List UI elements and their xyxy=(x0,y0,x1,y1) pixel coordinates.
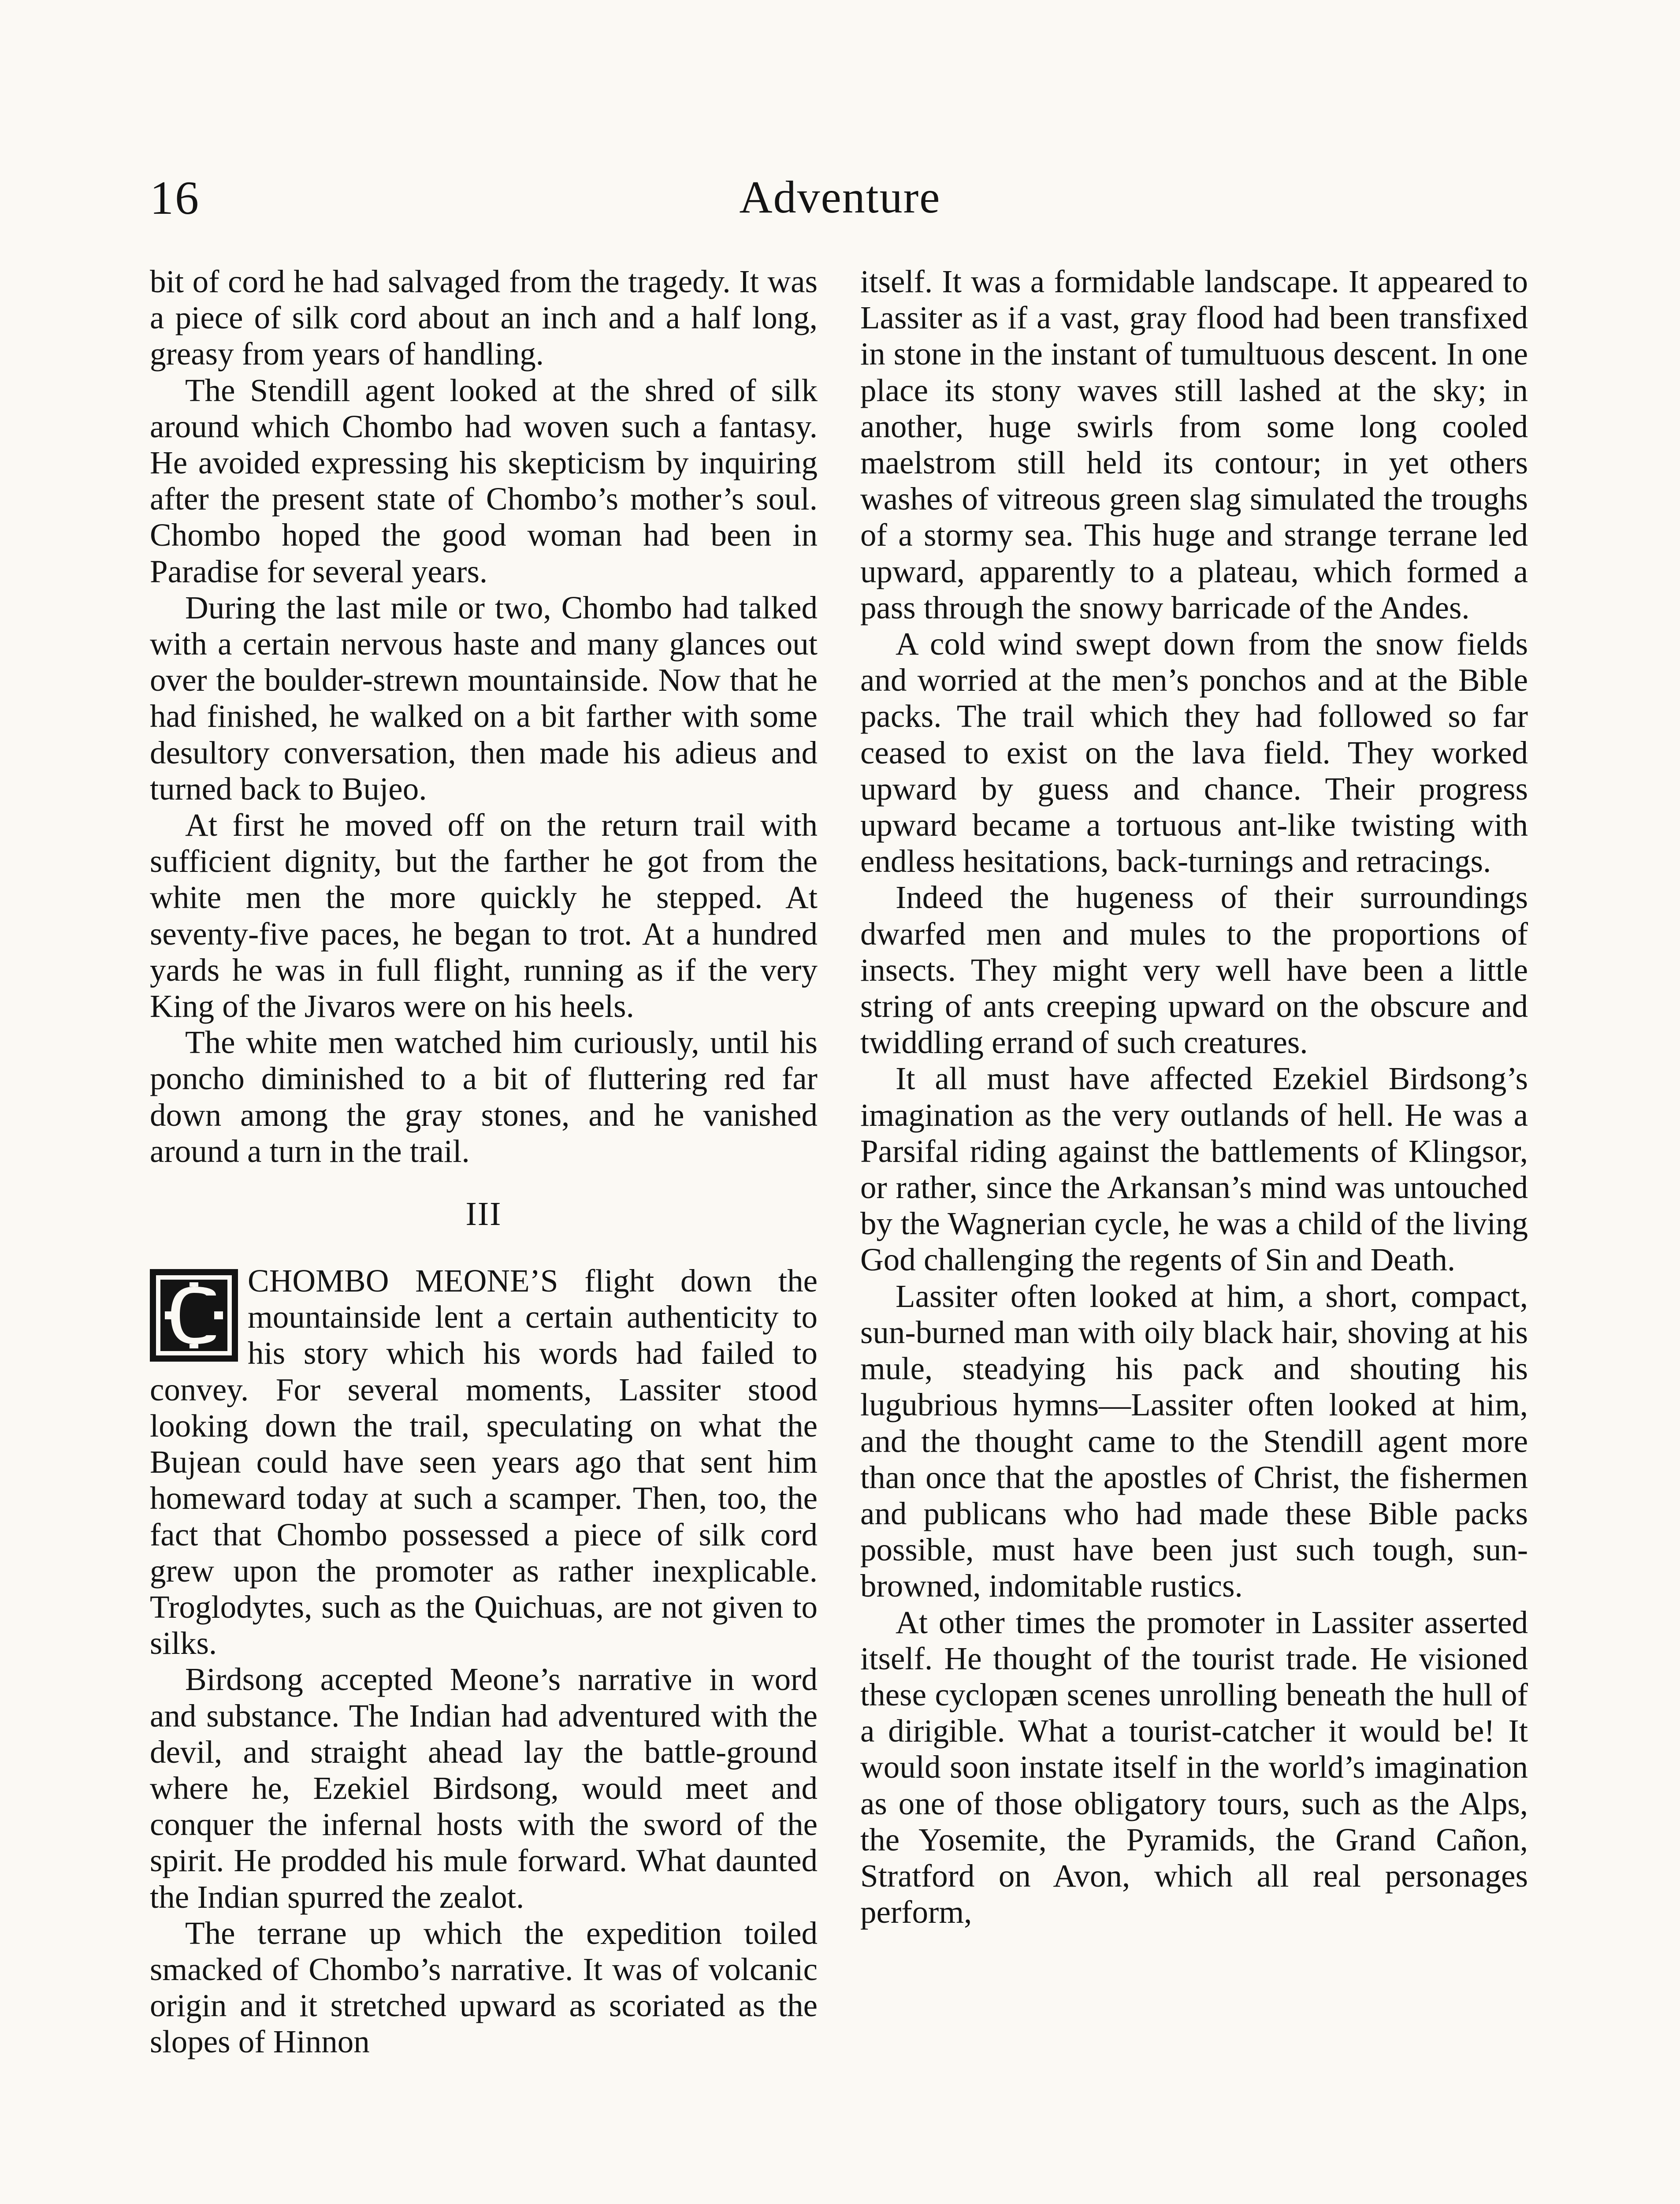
dropcap-paragraph xyxy=(150,1263,818,1661)
paragraph: The terrane up which the expedition toiled smacked of Chombo’s narrative. It was of volcanic origin and it stretched upward as scoriated as the slopes of Hinnon xyxy=(150,1915,818,2060)
right-column xyxy=(860,264,1528,1930)
running-head: Adventure xyxy=(739,172,941,223)
page-header xyxy=(0,167,1680,233)
paragraph: During the last mile or two, Chombo had talked with a certain nervous haste and many glances out over the boulder-strewn mountainside. Now that he had finished, he walked on a bit farther with some desultory conversation, then made his adieus and turned back to Bujeo. xyxy=(150,589,818,807)
paragraph: It all must have affected Ezekiel Birdsong’s imagination as the very outlands of hell. He was a Parsifal riding against the battlements of Klingsor, or rather, since the Arkansan’s mind was untouched by the Wagnerian cycle, he was a child of the living God challenging the regents of Sin and Death. xyxy=(860,1061,1528,1278)
paragraph: Lassiter often looked at him, a short, compact, sun-burned man with oily black hair, shoving at his mule, steadying his pack and shouting his lugubrious hymns—Lassiter often looked at him, and the thought came to the Stendill agent more than once that the apostles of Christ, the fishermen and publicans who had made these Bible packs possible, must have been just such tough, sun-browned, indomitable rustics. xyxy=(860,1278,1528,1604)
left-column xyxy=(150,264,818,2060)
ornamental-dropcap-c-icon xyxy=(150,1269,238,1362)
dropcap-paragraph-text: CHOMBO MEONE’S flight down the mountainside lent a certain authenticity to his story which his words had failed to convey. For several moments, Lassiter stood looking down the trail, speculating on what the Bujean could have seen years ago that sent him homeward today at such a scamper. Then, too, the fact that Chombo possessed a piece of silk cord grew upon the promoter as rather inexplicable. Troglodytes, such as the Quichuas, are not given to silks. xyxy=(150,1263,818,1661)
section-heading: III xyxy=(465,1195,502,1233)
paragraph: At other times the promoter in Lassiter asserted itself. He thought of the tourist trade. He visioned these cyclopæn scenes unrolling beneath the hull of a dirigible. What a tourist-catcher it would be! It would soon instate itself in the world’s imagination as one of those obligatory tours, such as the Alps, the Yosemite, the Pyramids, the Grand Cañon, Stratford on Avon, which all real personages perform, xyxy=(860,1604,1528,1930)
paragraph: itself. It was a formidable landscape. It appeared to Lassiter as if a vast, gray flood had been transfixed in stone in the instant of tumultuous descent. In one place its stony waves still lashed at the sky; in another, huge swirls from some long cooled maelstrom still held its contour; in yet others washes of vitreous green slag simulated the troughs of a stormy sea. This huge and strange terrane led upward, apparently to a plateau, which formed a pass through the snowy barricade of the Andes. xyxy=(860,264,1528,625)
paragraph: At first he moved off on the return trail with sufficient dignity, but the farther he got from the white men the more quickly he stepped. At seventy-five paces, he began to trot. At a hundred yards he was in full flight, running as if the very King of the Jivaros were on his heels. xyxy=(150,807,818,1024)
paragraph: Birdsong accepted Meone’s narrative in word and substance. The Indian had adventured with the devil, and straight ahead lay the battle-ground where he, Ezekiel Birdsong, would meet and conquer the infernal hosts with the sword of the spirit. He prodded his mule forward. What daunted the Indian spurred the zealot. xyxy=(150,1661,818,1915)
paragraph: bit of cord he had salvaged from the tragedy. It was a piece of silk cord about an inch and a half long, greasy from years of handling. xyxy=(150,264,818,372)
paragraph: Indeed the hugeness of their surroundings dwarfed men and mules to the proportions of insects. They might very well have been a little string of ants creeping upward on the obscure and twiddling errand of such creatures. xyxy=(860,879,1528,1061)
paragraph: The white men watched him curiously, until his poncho diminished to a bit of fluttering red far down among the gray stones, and he vanished around a turn in the trail. xyxy=(150,1024,818,1169)
page-number: 16 xyxy=(150,172,200,224)
paragraph: The Stendill agent looked at the shred of silk around which Chombo had woven such a fantasy. He avoided expressing his skepticism by inquiring after the present state of Chombo’s mother’s soul. Chombo hoped the good woman had been in Paradise for several years. xyxy=(150,372,818,589)
paragraph: A cold wind swept down from the snow fields and worried at the men’s ponchos and at the Bible packs. The trail which they had followed so far ceased to exist on the lava field. They worked upward by guess and chance. Their progress upward became a tortuous ant-like twisting with endless hesitations, back-turnings and retracings. xyxy=(860,626,1528,879)
